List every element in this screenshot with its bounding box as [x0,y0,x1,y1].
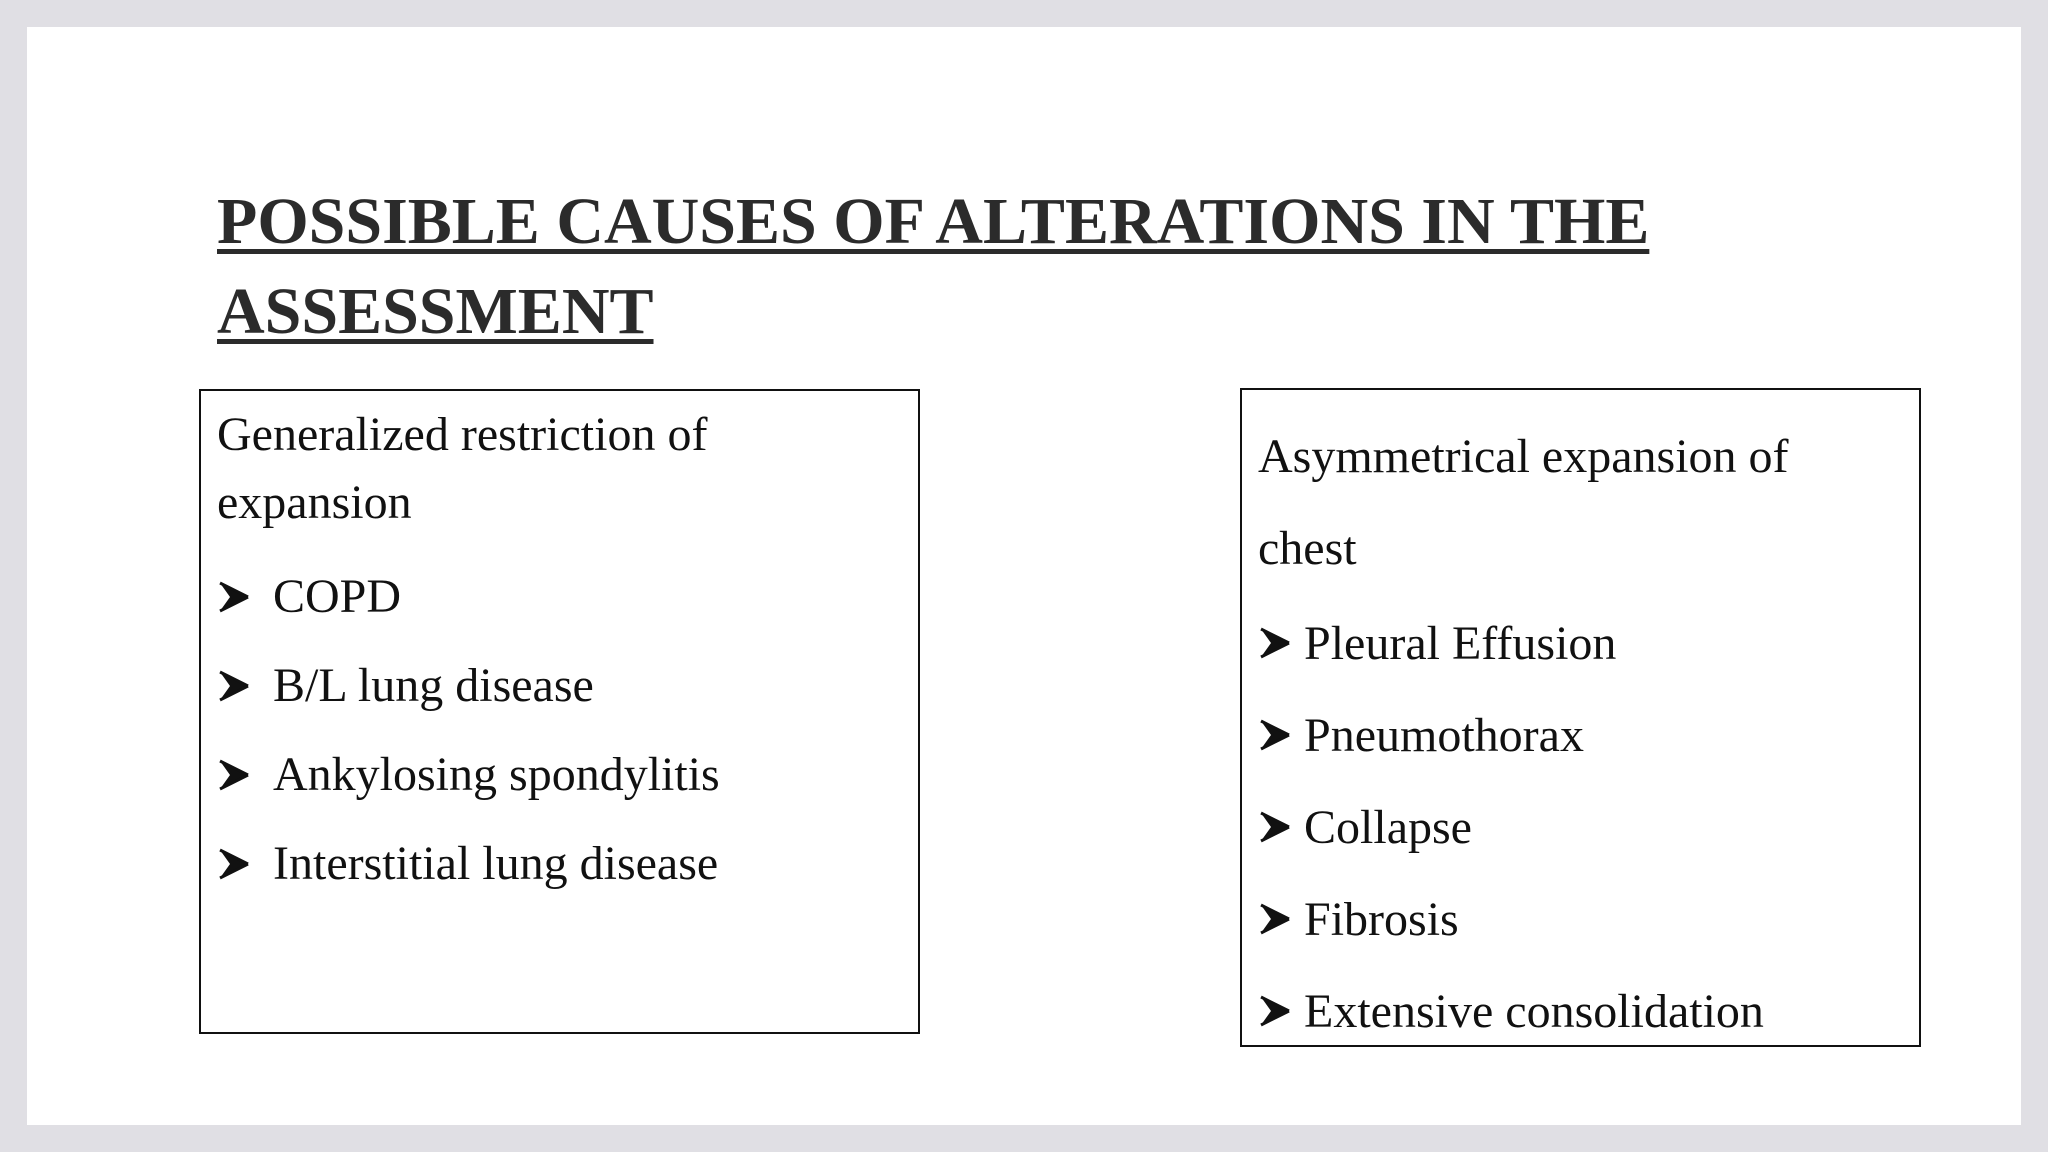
list-item-label: Pneumothorax [1304,708,1584,762]
list-item-label: B/L lung disease [273,659,594,712]
arrowhead-bullet-icon [1258,810,1292,844]
list-item [217,730,720,819]
list-item [1258,781,1764,873]
arrowhead-bullet-icon [217,669,251,703]
generalized-restriction-box [199,389,920,1034]
list-item [1258,965,1764,1057]
list-item-label: Collapse [1304,800,1472,854]
list-item-label: Fibrosis [1304,892,1459,946]
arrowhead-bullet-icon [1258,994,1292,1028]
arrowhead-bullet-icon [1258,626,1292,660]
asymmetrical-expansion-box [1240,388,1921,1047]
list-item-label: Interstitial lung disease [273,837,719,890]
list-item [1258,873,1764,965]
asymmetrical-expansion-list [1258,597,1764,1057]
asymmetrical-expansion-heading: Asymmetrical expansion of chest [1258,430,1789,575]
arrowhead-bullet-icon [1258,902,1292,936]
list-item [217,641,720,730]
list-item-label: Extensive consolidation [1304,984,1764,1038]
slide [27,27,2021,1125]
arrowhead-bullet-icon [1258,718,1292,752]
arrowhead-bullet-icon [217,580,251,614]
list-item [1258,597,1764,689]
list-item-label: COPD [273,570,402,623]
arrowhead-bullet-icon [217,758,251,792]
list-item-label: Ankylosing spondylitis [273,748,720,801]
list-item [1258,689,1764,781]
generalized-restriction-heading: Generalized restriction of expansion [217,408,708,529]
list-item [217,552,720,641]
generalized-restriction-list [217,552,720,908]
slide-title: POSSIBLE CAUSES OF ALTERATIONS IN THE ASSESSMENT [217,185,1650,348]
list-item [217,819,720,908]
list-item-label: Pleural Effusion [1304,616,1617,670]
arrowhead-bullet-icon [217,847,251,881]
